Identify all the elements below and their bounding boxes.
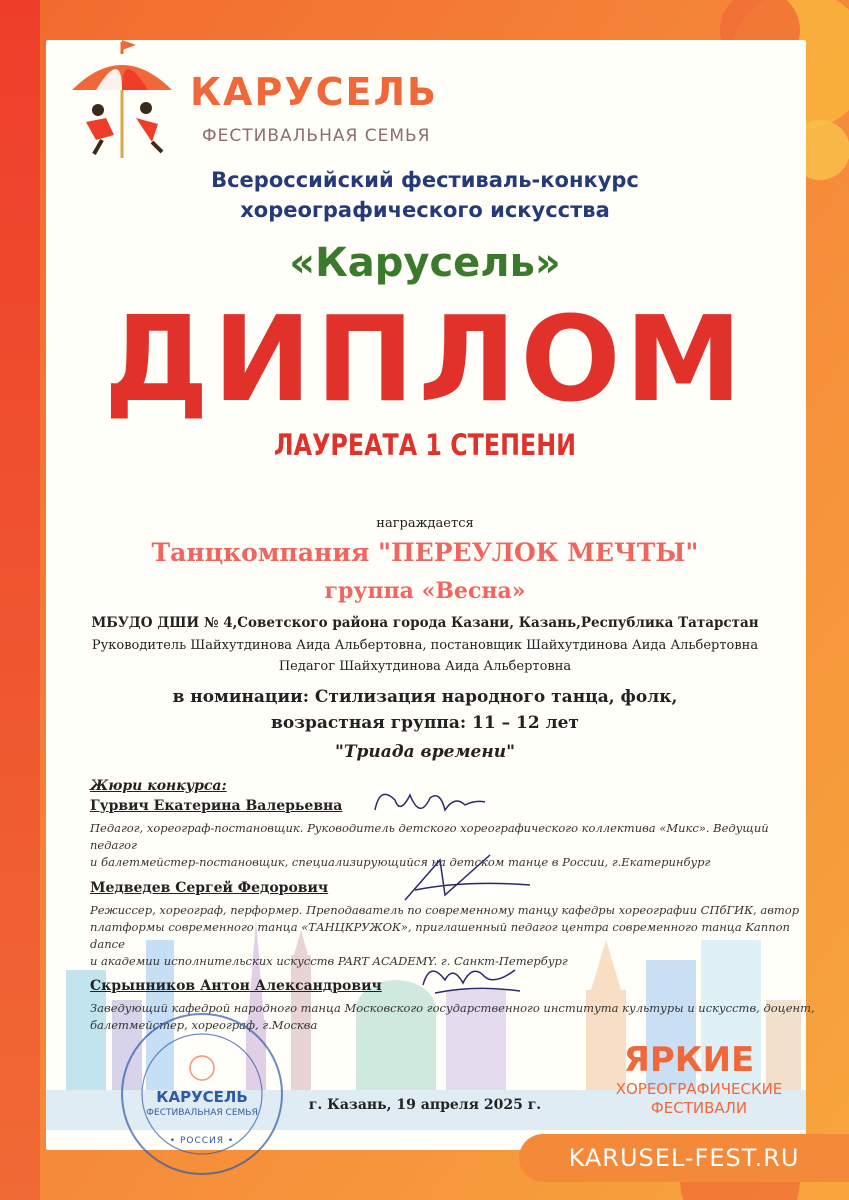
signature-1 [370, 780, 490, 825]
leader-line: Руководитель Шайхутдинова Аида Альбертовна, постановщик Шайхутдинова Аида Альбертовна [91, 638, 759, 653]
festival-line-1: Всероссийский фестиваль-конкурс [211, 168, 639, 192]
awarded-label: награждается [376, 516, 474, 531]
teacher-line: Педагог Шайхутдинова Аида Альбертовна [278, 659, 572, 674]
group-name: группа «Весна» [324, 578, 526, 604]
jury-member-desc: Педагог, хореограф-постановщик. Руководитель детского хореографического коллектива «Микс». Ведущий педагог и балетмейстер-постановщик, специализирующийся на детском танце в России, г.Екатеринбург [90, 821, 769, 869]
jury-member-name: Медведев Сергей Федорович [90, 880, 329, 896]
jury-heading: Жюри конкурса: [90, 778, 227, 794]
brand-tagline: ХОРЕОГРАФИЧЕСКИЕ ФЕСТИВАЛИ [615, 1080, 783, 1117]
age-group: возрастная группа: 11 – 12 лет [271, 713, 579, 733]
diploma-title: ДИПЛОМ [103, 290, 747, 428]
laureate-degree: ЛАУРЕАТА 1 СТЕПЕНИ [273, 428, 577, 462]
organization: МБУДО ДШИ № 4,Советского района города Казани, Казань,Республика Татарстан [91, 615, 759, 631]
place-date: г. Казань, 19 апреля 2025 г. [308, 1097, 542, 1113]
brand-yarkie: ЯРКИЕ [623, 1040, 755, 1080]
stamp-title: КАРУСЕЛЬ [156, 1088, 248, 1106]
stamp-subtitle: ФЕСТИВАЛЬНАЯ СЕМЬЯ [146, 1108, 258, 1118]
nomination: в номинации: Стилизация народного танца, фолк, [172, 687, 678, 707]
carousel-dancers-icon [66, 40, 176, 160]
signature-3 [415, 955, 525, 1000]
logo-subtitle: ФЕСТИВАЛЬНАЯ СЕМЬЯ [202, 126, 431, 146]
jury-member-desc: Заведующий кафедрой народного танца Московского государственного института культуры и искусств, доцент, балетмейстер, хореограф, г.Москва [90, 1001, 815, 1032]
jury-member-name: Скрынников Антон Александрович [90, 978, 382, 994]
stamp-country: • РОССИЯ • [169, 1136, 235, 1146]
jury-member-desc: Режиссер, хореограф, перформер. Преподаватель по современному танцу кафедры хореографии СПбГИК, автор платформы современного танца «ТАНЦКРУЖОК», приглашенный педагог центра современного танца Kannon dance и академии исполнительских искусств PART ACADEMY. г. Санкт-Петербург [90, 903, 800, 968]
website-link[interactable]: KARUSEL-FEST.RU [519, 1134, 849, 1182]
logo-title: КАРУСЕЛЬ [190, 70, 438, 114]
signature-2 [395, 850, 535, 910]
team-name: Танцкомпания "ПЕРЕУЛОК МЕЧТЫ" [151, 538, 699, 567]
festival-name: «Карусель» [289, 240, 561, 286]
festival-line-2: хореографического искусства [240, 198, 610, 222]
work-title: "Триада времени" [335, 742, 515, 762]
jury-member-name: Гурвич Екатерина Валерьевна [90, 798, 343, 814]
